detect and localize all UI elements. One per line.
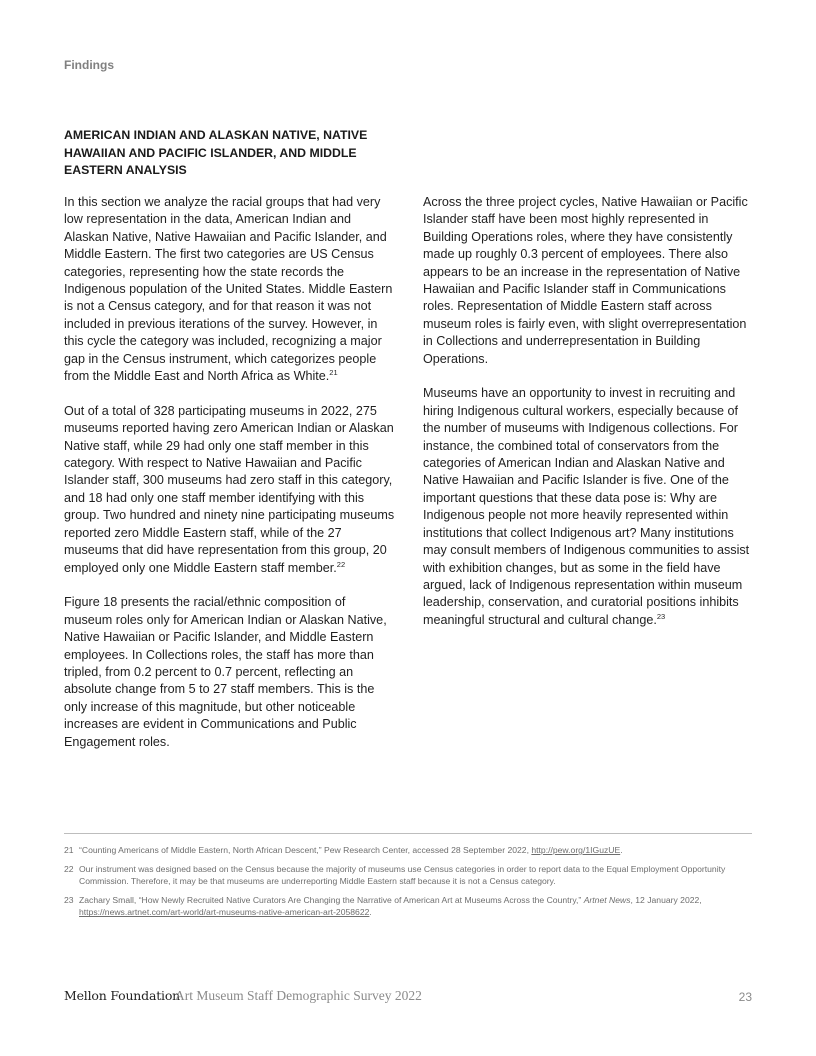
footnote-ref[interactable]: 21: [329, 368, 338, 378]
footnote-22: [64, 863, 754, 888]
footnote-link[interactable]: https://news.artnet.com/art-world/art-museums-native-american-art-2058622: [79, 907, 370, 918]
section-label: Findings: [64, 58, 114, 72]
footnote-end: .: [620, 845, 623, 855]
footnote-text: “Counting Americans of Middle Eastern, North African Descent,” Pew Research Center, accessed 28 September 2022,: [79, 845, 532, 855]
footer-report-title: Art Museum Staff Demographic Survey 2022: [175, 988, 422, 1003]
paragraph-text: Figure 18 presents the racial/ethnic composition of museum roles only for American Indian or Alaskan Native, Native Hawaiian or Pacific Islander, and Middle Eastern employees. In Collections roles, the staff has more than tripled, from 0.2 percent to 0.7 percent, reflecting an absolute change from 5 to 27 staff members. This is the only increase of this magnitude, but other noticeable increases are evident in Communications and Public Engagement roles.: [64, 595, 387, 749]
footnote-23: [64, 894, 754, 919]
paragraph: [64, 594, 396, 751]
paragraph-text: Museums have an opportunity to invest in recruiting and hiring Indigenous cultural workers, especially because of the number of museums with Indigenous collections. For instance, the combined total of conservators from the categories of American Indian and Alaskan Native and Native Hawaiian and Pacific Islander is five. One of the important questions that these data pose is: Why are Indigenous people not more heavily represented within institutions that collect Indigenous art? Many institutions may consult members of Indigenous communities to assist with exhibition changes, but as some in the field have argued, lack of Indigenous representation within museum leadership, conservation, and curatorial positions inhibits meaningful structural and cultural change.: [423, 386, 750, 627]
page-number: 23: [738, 990, 752, 1004]
paragraph: [64, 194, 396, 385]
footnote-ref[interactable]: 22: [336, 559, 346, 569]
footnote-text: Zachary Small, “How Newly Recruited Native Curators Are Changing the Narrative of American Art at Museums Across the Country,”: [79, 894, 584, 905]
footnotes: [64, 844, 754, 925]
footnote-21: [64, 844, 754, 857]
footnote-end: .: [369, 907, 372, 918]
footnote-ref[interactable]: 23: [656, 611, 666, 621]
paragraph: [423, 194, 755, 368]
left-column: [64, 194, 396, 768]
footer-brand-logo: Mellon Foundation: [64, 988, 181, 1003]
footnote-text: Our instrument was designed based on the Census because the majority of museums use Census categories in order to report data to the Equal Employment Opportunity Commission. Therefore, it may be that museums are underreporting Middle Eastern staff because it is not a Census category.: [79, 863, 726, 887]
right-column: [423, 194, 755, 647]
paragraph-text: Out of a total of 328 participating museums in 2022, 275 museums reported having zero American Indian or Alaskan Native staff, while 29 had only one staff member in this category. With respect to Native Hawaiian and Pacific Islander staff, 300 museums had zero staff in this category, and 18 had only one staff member identifying with this group. Two hundred and ninety nine participating museums reported zero Middle Eastern staff, while of the 27 museums that did have representation from this group, 20 employed only one Middle Eastern staff member.: [64, 403, 395, 575]
paragraph: [423, 385, 755, 629]
paragraph-text: Across the three project cycles, Native Hawaiian or Pacific Islander staff have been most highly represented in Building Operations roles, where they have consistently made up roughly 0.3 percent of employees. There also appears to be an increase in the representation of Native Hawaiian and Pacific Islander staff in Communications roles. Representation of Middle Eastern staff across museum roles is fairly even, with slight overrepresentation in Collections and underrepresentation in Building Operations.: [423, 195, 748, 366]
footnote-date: , 12 January 2022,: [630, 894, 702, 905]
footnote-link[interactable]: http://pew.org/1IGuzUE: [531, 845, 621, 855]
paragraph: [64, 403, 396, 577]
paragraph-text: In this section we analyze the racial groups that had very low representation in the data, American Indian and Alaskan Native, Native Hawaiian and Pacific Islander, and Middle Eastern. The first two categories are US Census categories, representing how the state records the Indigenous population of the United States. Middle Eastern is not a Census category, and for that reason it was not included in previous iterations of the survey. However, in this cycle the category was included, recognizing a major gap in the Census instrument, which categorizes people from the Middle East and North Africa as White.: [64, 195, 393, 384]
footnote-number: 21: [64, 845, 74, 855]
publication-name: Artnet News: [583, 894, 631, 905]
footnote-number: 23: [64, 894, 74, 905]
footnote-divider: [64, 833, 752, 834]
footnote-number: 22: [64, 863, 74, 874]
section-heading: AMERICAN INDIAN AND ALASKAN NATIVE, NATIVE HAWAIIAN AND PACIFIC ISLANDER, AND MIDDLE EASTERN ANALYSIS: [64, 128, 368, 177]
